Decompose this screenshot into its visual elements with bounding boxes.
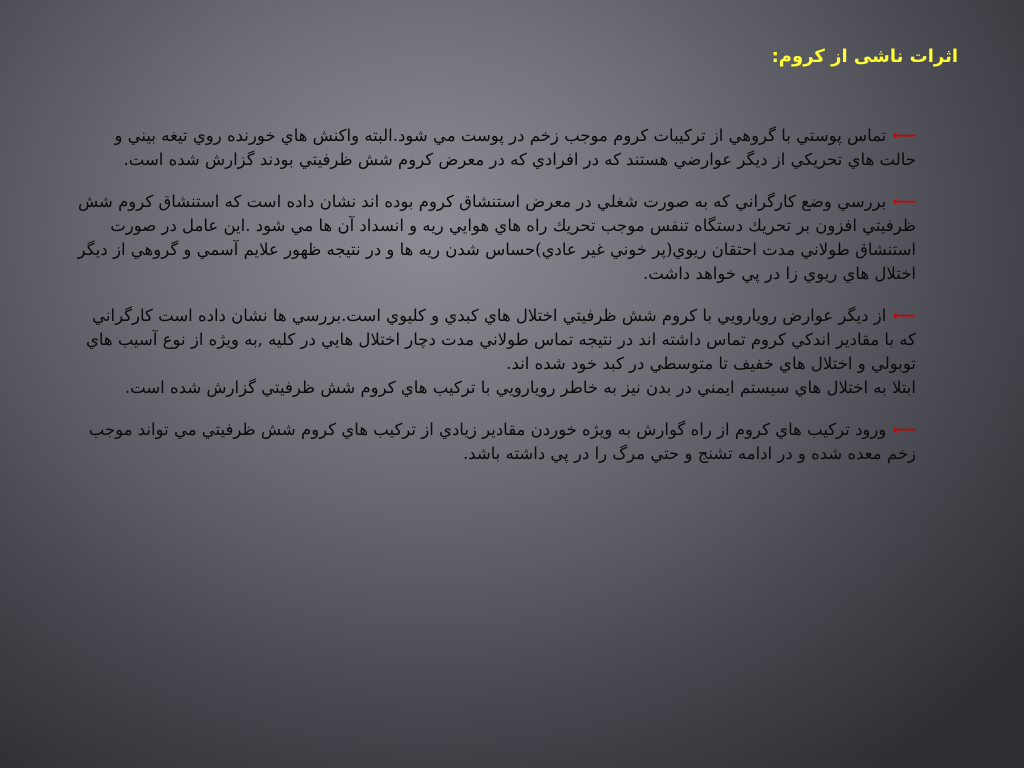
slide-title: اثرات ناشی از کروم:	[771, 46, 958, 67]
paragraph-text: ورود تركيب هاي كروم از راه گوارش به ويژه خوردن مقادير زيادي از تركيب هاي كروم شش ظرفيتي مي تواند موجب زخم معده شده و در ادامه تشنج و حتي مرگ را در پي داشته باشد.	[88, 420, 916, 463]
left-arrow-bullet-icon: ⟵	[892, 306, 916, 325]
left-arrow-bullet-icon: ⟵	[892, 126, 916, 145]
left-arrow-bullet-icon: ⟵	[892, 420, 916, 439]
paragraph-text: بررسي وضع كارگراني كه به صورت شغلي در معرض استنشاق كروم بوده اند نشان داده است كه استنشاق كروم شش ظرفيتي افزون بر تحريك دستگاه تنفس موجب تحريك راه هاي هوايي ريه و انسداد آن ها مي شود .اين عامل در صورت استنشاق طولاني مدت احتقان ريوي(پر خوني غير عادي)حساس شدن ريه ها و در نتيجه ظهور علايم آسمي و گروهي از ديگر اختلال هاي ريوي زا در پي خواهد داشت.	[77, 192, 916, 283]
paragraph-text: از ديگر عوارض رويارويي با كروم شش ظرفيتي اختلال هاي كبدي و كليوي است.بررسي ها نشان داده است كارگراني كه با مقادير اندكي كروم تماس داشته اند در نتيجه تماس طولاني مدت دچار اختلال هايي در كليه ,به ويژه از نوع آسيب هاي توبولي و اختلال هاي خفيف تا متوسطي در كبد خود شده اند.	[85, 306, 916, 373]
slide-content	[76, 124, 916, 484]
bullet-paragraph-ingestion	[76, 418, 916, 466]
bullet-paragraph-respiratory	[76, 190, 916, 286]
bullet-paragraph-liver-kidney	[76, 304, 916, 400]
bullet-paragraph-skin	[76, 124, 916, 172]
paragraph-text: تماس پوستي با گروهي از تركيبات كروم موجب زخم در پوست مي شود.البته واكنش هاي خورنده روي تيغه بيني و حالت هاي تحريكي از ديگر عوارضي هستند كه در افرادي كه در معرض كروم شش ظرفيتي بودند گزارش شده است.	[114, 126, 916, 169]
paragraph-extra-text: ابتلا به اختلال هاي سيستم ايمني در بدن نيز به خاطر رويارويي با تركيب هاي كروم شش ظرفيتي گزارش شده است.	[124, 378, 916, 397]
left-arrow-bullet-icon: ⟵	[892, 192, 916, 211]
